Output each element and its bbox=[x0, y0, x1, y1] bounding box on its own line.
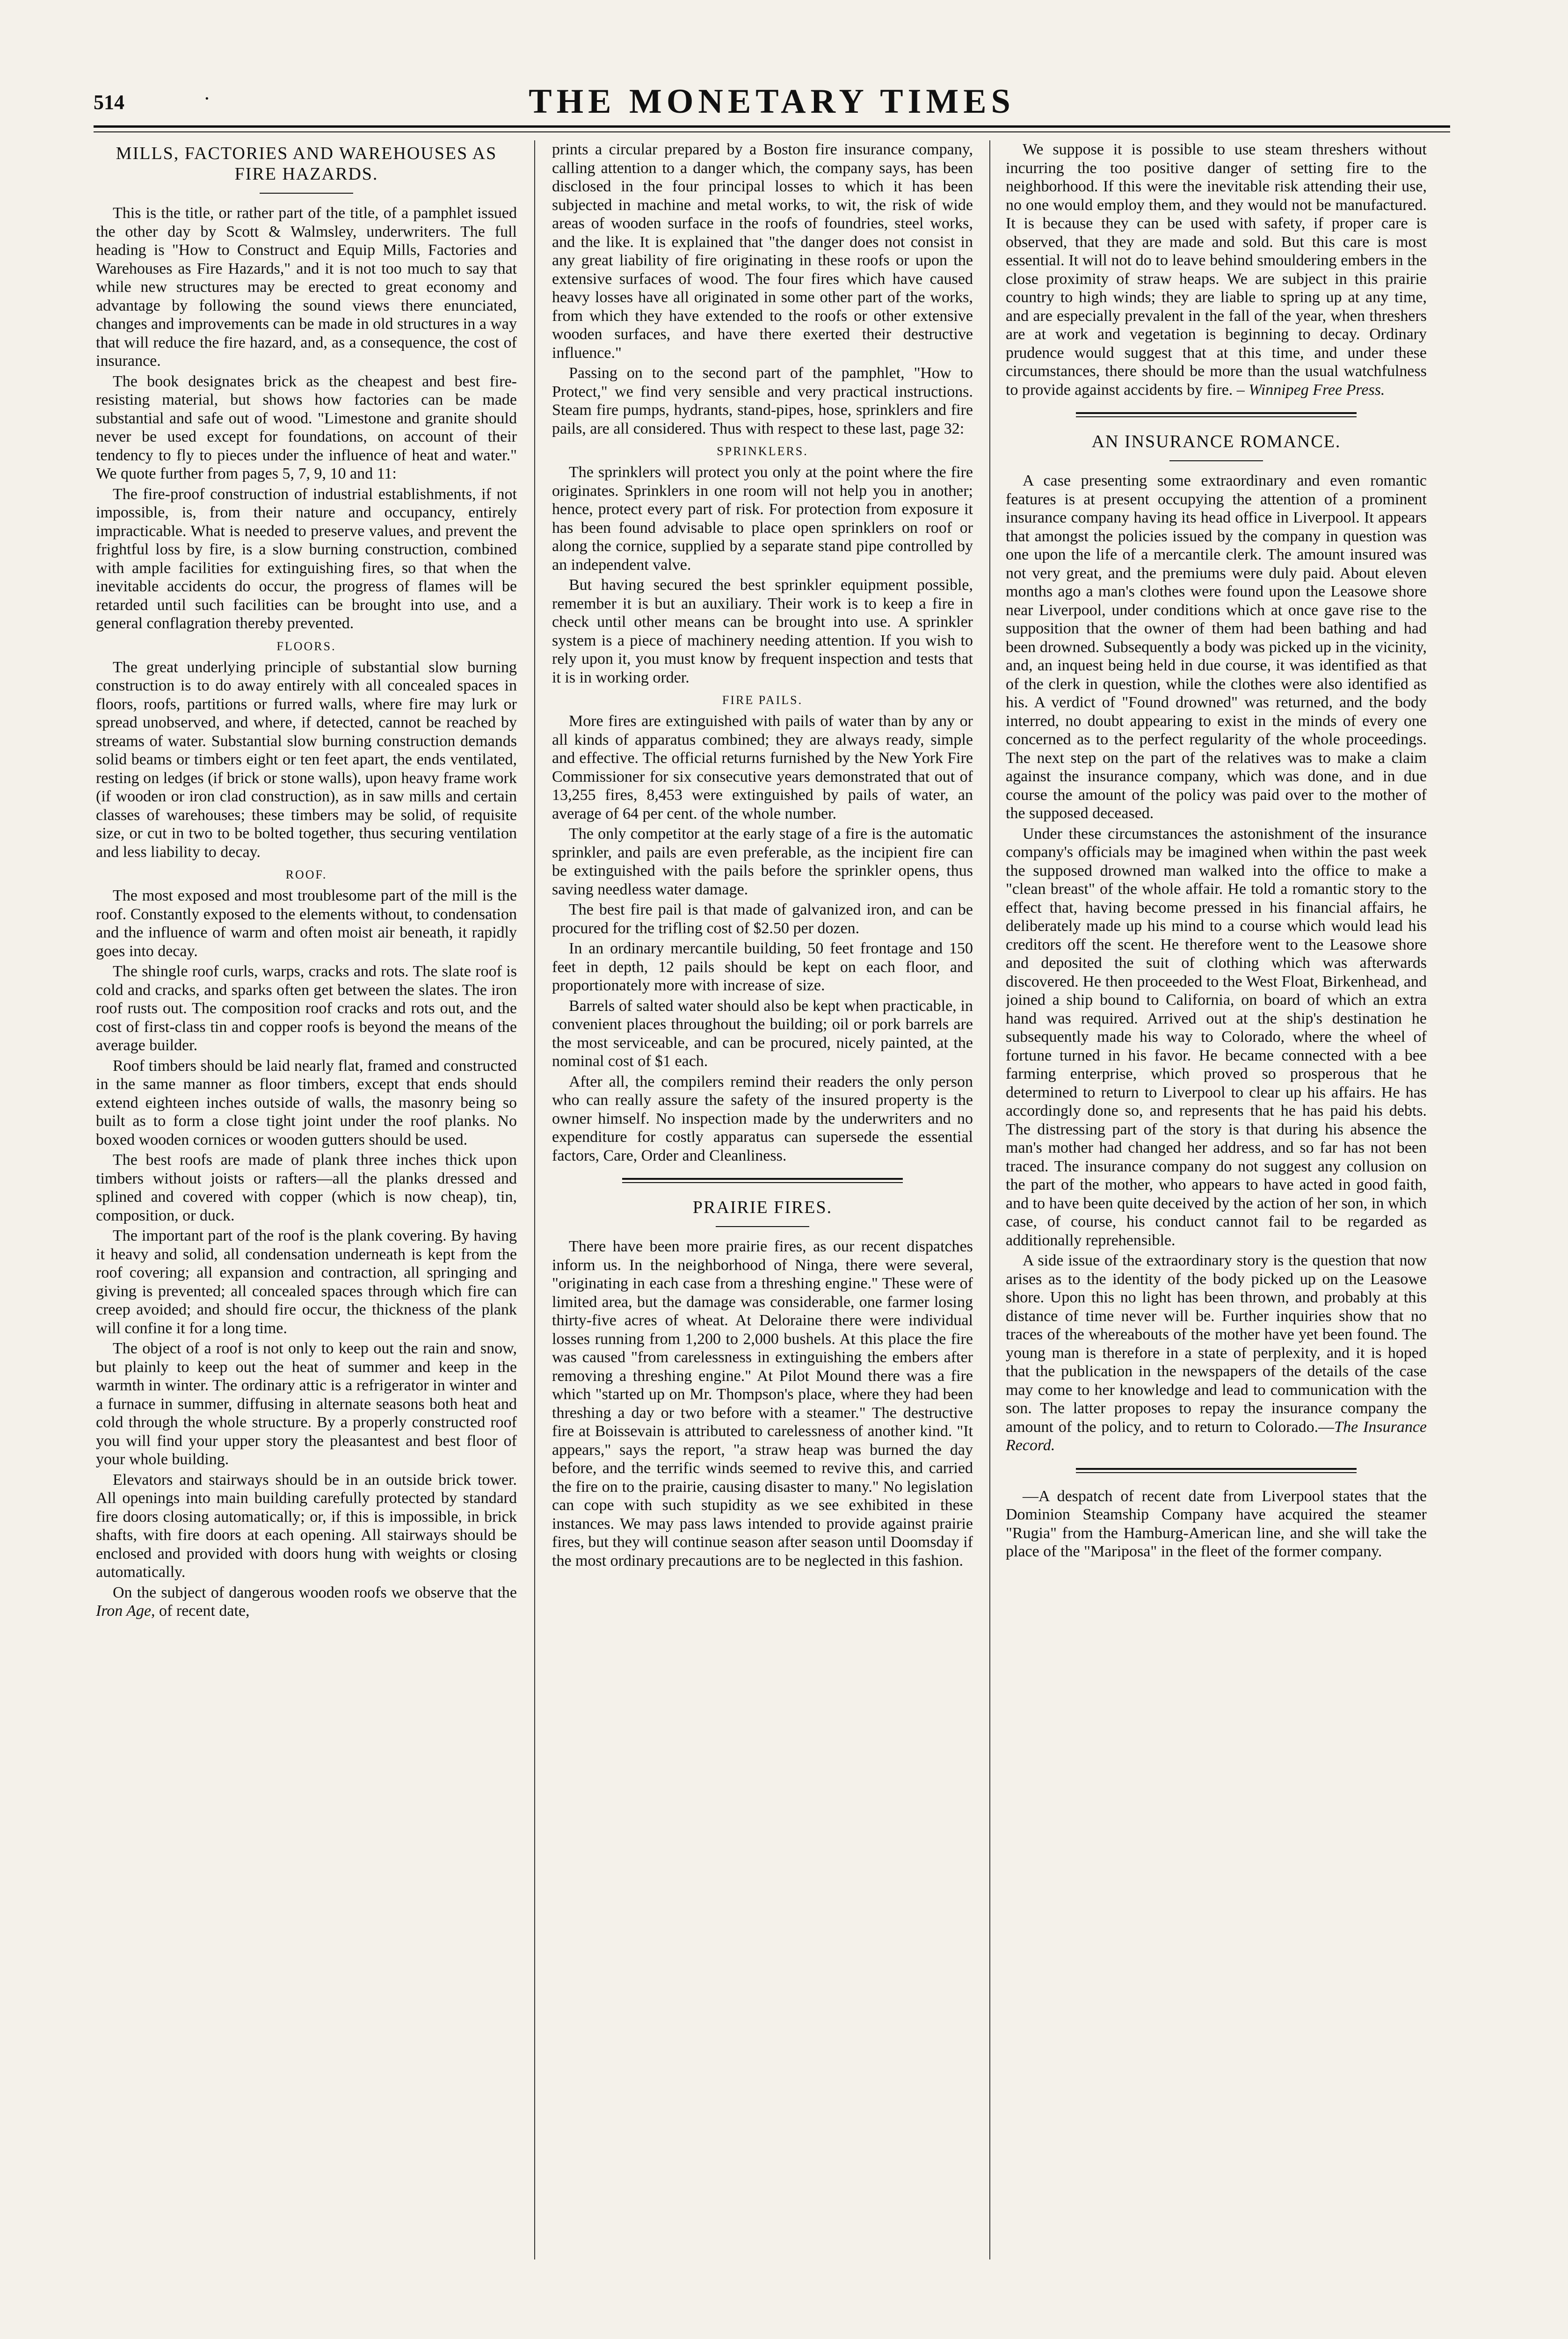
paragraph: The book designates brick as the cheapest and best fire-resisting material, but shows how factories can be made substantial and safe out of wood. "Limestone and granite should never be used except for foundations, on account of their tendency to fly to pieces under the influence of heat and water." We quote further from pages 5, 7, 9, 10 and 11: bbox=[96, 372, 517, 482]
subheading-floors: FLOORS. bbox=[276, 639, 336, 653]
article-headline: MILLS, FACTORIES AND WAREHOUSES AS FIRE HAZARDS. bbox=[116, 144, 497, 184]
paragraph: The great underlying principle of substantial slow burning construction is to do away entirely with all concealed spaces in floors, roofs, partitions or furred walls, where fire may lurk or spread unobserved, and where, if detected, cannot be reached by streams of water. Substantial slow burning construction demands solid beams or timbers eight or ten feet apart, the ends ventilated, resting on ledges (if brick or stone walls), upon heavy frame work (if wooden or iron clad construction), as in saw mills and certain classes of warehouses; these timbers may be solid, of requisite size, or cut in two to be bolted together, thus securing ventilation and less liability to decay. bbox=[96, 658, 517, 861]
headline-rule bbox=[716, 1226, 809, 1227]
section-divider bbox=[1076, 412, 1357, 417]
column-divider bbox=[989, 140, 990, 2259]
paragraph: The fire-proof construction of industrial establishments, if not impossible, is, from their nature and occupancy, entirely impracticable. What is needed to preserve values, and prevent the frightful loss by fire, is a slow burning construction, combined with ample facilities for extinguishing fires, so that when the inevitable accidents do occur, the progress of flames will be retarded until such facilities can be brought into use, and a general conflagration thereby prevented. bbox=[96, 485, 517, 632]
paragraph: More fires are extinguished with pails of water than by any or all kinds of apparatus combined; they are always ready, simple and effective. The official returns furnished by the New York Fire Commissioner for six consecutive years demonstrated that out of 13,255 fires, 8,453 were extinguished by pails of water, an average of 64 per cent. of the whole number. bbox=[552, 712, 973, 822]
paragraph: A case presenting some extraordinary and even romantic features is at present occupying the attention of a prominent insurance company having its head office in Liverpool. It appears that amongst the policies issued by the company in question was one upon the life of a mercantile clerk. The amount insured was not very great, and the premiums were duly paid. About eleven months ago a man's clothes were found upon the Leasowe shore near Liverpool, under conditions which at once gave rise to the supposition that the owner of them had been bathing and had been drowned. Subsequently a body was picked up in the vicinity, and, an inquest being held in due course, it was identified as that of the clerk in question, while the clothes were also identified as his. A verdict of "Found drowned" was returned, and the body interred, no doubt appearing to exist in the minds of every one concerned as to the perfect regularity of the whole proceedings. The next step on the part of the relatives was to make a claim against the insurance company, which was done, and in due course the amount of the policy was paid over to the mother of the supposed deceased. bbox=[1006, 472, 1427, 822]
paragraph: The most exposed and most troublesome part of the mill is the roof. Constantly exposed to the elements without, to condensation and the influence of warm and often moist air beneath, it rapidly goes into decay. bbox=[96, 887, 517, 960]
paragraph: The object of a roof is not only to keep out the rain and snow, but plainly to keep out the heat of summer and keep in the warmth in winter. The ordinary attic is a refrigerator in winter and a furnace in summer, diffusing in alternate seasons both heat and cold through the whole structure. By a properly constructed roof you will find your upper story the pleasantest and best floor of your whole building. bbox=[96, 1340, 517, 1468]
paragraph: There have been more prairie fires, as our recent dispatches inform us. In the neighborhood of Ninga, there were several, "originating in each case from a threshing engine." These were of limited area, but the damage was considerable, one farmer losing thirty-five acres of wheat. At Deloraine there were individual losses running from 1,200 to 2,000 bushels. At this place the fire was caused "from carelessness in extinguishing the embers after removing a threshing engine." At Pilot Mound there was a fire which "started up on Mr. Thompson's place, where they had been threshing a day or two before with a steamer." The destructive fire at Boissevain is attributed to carelessness of another kind. "It appears," says the report, "a straw heap was burned the day before, and the terrific winds seemed to revive this, and carried the fire on to the prairie, causing disaster to many." No legislation can cope with such stupidity as we see exhibited in these instances. We may pass laws intended to provide against prairie fires, but they will continue season after season until Doomsday if the most ordinary precautions are to be neglected in this fashion. bbox=[552, 1238, 973, 1569]
column-left bbox=[96, 140, 517, 2259]
paragraph: After all, the compilers remind their readers the only person who can really assure the safety of the insured property is the owner himself. No inspection made by the underwriters and no expenditure for costly apparatus can supersede the essential factors, Care, Order and Cleanliness. bbox=[552, 1073, 973, 1164]
paragraph: The important part of the roof is the plank covering. By having it heavy and solid, all condensation underneath is kept from the roof covering; all expansion and contraction, all springing and giving is prevented; all concealed spaces through which fire can creep avoided; and should fire occur, the thickness of the plank will confine it for a long time. bbox=[96, 1227, 517, 1337]
masthead-rule-thin bbox=[94, 131, 1450, 132]
column-right bbox=[1006, 140, 1427, 2259]
section-divider bbox=[622, 1178, 903, 1183]
paragraph: —A despatch of recent date from Liverpool states that the Dominion Steamship Company have acquired the steamer "Rugia" from the Hamburg-American line, and she will take the place of the "Mariposa" in the fleet of the former company. bbox=[1006, 1487, 1427, 1560]
headline-rule bbox=[1169, 460, 1263, 461]
publication-title: THE MONETARY TIMES bbox=[529, 82, 1015, 121]
subheading-roof: ROOF. bbox=[285, 868, 327, 881]
paragraph bbox=[96, 1584, 517, 1620]
article-headline: PRAIRIE FIRES. bbox=[692, 1198, 833, 1217]
paragraph: Under these circumstances the astonishment of the insurance company's officials may be imagined when within the past week the supposed drowned man walked into the office to make a "clean breast" of the whole affair. He told a romantic story to the effect that, having become pressed in his financial affairs, he deliberately made up his mind to a course which would lead his creditors off the scent. He therefore went to the Leasowe shore and deposited the suit of clothing which was afterwards discovered. He then proceeded to the West Float, Birkenhead, and joined a ship bound to California, on board of which an extra hand was required. Arrived out at the ship's destination he subsequently made his way to Colorado, where the wheel of fortune turned in his favor. He became connected with a bee farming enterprise, which proved so prosperous that he determined to return to Liverpool to clear up his affairs. He has accordingly done so, and represents that he has paid his debts. The distressing part of the story is that during his absence the man's mother had changed her address, and so far has not been traced. The insurance company do not suggest any collusion on the part of the mother, who appears to have acted in good faith, and to have been quite deceived by the action of her son, in which case, of course, his conduct cannot fail to be regarded as additionally reprehensible. bbox=[1006, 825, 1427, 1249]
subheading-sprinklers: SPRINKLERS. bbox=[717, 444, 808, 458]
paragraph: The best fire pail is that made of galvanized iron, and can be procured for the trifling cost of $2.50 per dozen. bbox=[552, 901, 973, 937]
paragraph: Elevators and stairways should be in an outside brick tower. All openings into main building carefully protected by standard fire doors closing automatically; or, if this is impossible, in brick shafts, with fire doors at each opening. All stairways should be enclosed and provided with doors hung with weights or closing automatically. bbox=[96, 1471, 517, 1581]
paragraph: Roof timbers should be laid nearly flat, framed and constructed in the same manner as floor timbers, except that ends should extend eighteen inches outside of walls, the masonry being so built as to form a close tight joint under the roof planks. No boxed wooden cornices or wooden gutters should be used. bbox=[96, 1057, 517, 1148]
headline-rule bbox=[260, 193, 353, 194]
masthead bbox=[94, 82, 1450, 124]
masthead-dot: · bbox=[203, 87, 211, 110]
publication-name: Iron Age bbox=[96, 1602, 152, 1620]
article-headline: AN INSURANCE ROMANCE. bbox=[1091, 432, 1341, 451]
paragraph bbox=[1006, 140, 1427, 399]
paragraph: This is the title, or rather part of the title, of a pamphlet issued the other day by Scott & Walmsley, underwriters. The full heading is "How to Construct and Equip Mills, Factories and Warehouses as Fire Hazards," and it is not too much to say that while new structures may be erected to great economy and advantage by following the sound views there enunciated, changes and improvements can be made in old structures in a way that will reduce the fire hazard, and, as a consequence, the cost of insurance. bbox=[96, 204, 517, 370]
section-divider bbox=[1076, 1468, 1357, 1473]
source-credit: The Insurance Record. bbox=[1006, 1418, 1427, 1454]
paragraph: In an ordinary mercantile building, 50 feet frontage and 150 feet in depth, 12 pails should be kept on each floor, and proportionately more with increase of size. bbox=[552, 940, 973, 994]
paragraph: Passing on to the second part of the pamphlet, "How to Protect," we find very sensible and very practical instructions. Steam fire pumps, hydrants, stand-pipes, hose, sprinklers and fire pails, are all considered. Thus with respect to these last, page 32: bbox=[552, 364, 973, 437]
paragraph: Barrels of salted water should also be kept when practicable, in convenient places throughout the building; oil or pork barrels are the most serviceable, and can be procured, nicely painted, at the nominal cost of $1 each. bbox=[552, 997, 973, 1070]
text-run: , of recent date, bbox=[151, 1602, 250, 1620]
column-divider bbox=[534, 140, 535, 2259]
masthead-rule bbox=[94, 125, 1450, 128]
column-middle bbox=[552, 140, 973, 2259]
source-credit: Winnipeg Free Press. bbox=[1249, 381, 1385, 399]
text-run: A side issue of the extraordinary story is the question that now arises as to the identity of the body picked up on the Leasowe shore. Upon this no light has been thrown, and probably at this distance of time never will be. Further inquiries show that no traces of the whereabouts of the mother have yet been found. The young man is therefore in a state of perplexity, and it is hoped that the publication in the newspapers of the details of the case may come to her knowledge and lead to communication with the son. The latter proposes to repay the insurance company the amount of the policy, and to return to Colorado.— bbox=[1006, 1252, 1427, 1436]
text-run: On the subject of dangerous wooden roofs we observe that the bbox=[113, 1584, 517, 1601]
subheading-fire-pails: FIRE PAILS. bbox=[722, 693, 803, 707]
paragraph: prints a circular prepared by a Boston fire insurance company, calling attention to a danger which, the company says, has been disclosed in the four principal losses to which it has been subjected in machine and metal works, to wit, the risk of wide areas of wooden surface in the roofs of foundries, steel works, and the like. It is explained that "the danger does not consist in any great liability of fire originating in these roofs or upon the extensive surfaces of wood. The four fires which have caused heavy losses have all originated in some other part of the works, from which they have extended to the roofs or other extensive wooden surfaces, and have there exerted their destructive influence." bbox=[552, 141, 973, 362]
text-run: We suppose it is possible to use steam threshers without incurring the too positive danger of setting fire to the neighborhood. If this were the inevitable risk attending their use, no one would employ them, and they would not be manufactured. It is because they can be used with safety, if proper care is observed, that they are made and sold. But this care is most essential. It will not do to leave behind smouldering embers in the close proximity of straw heaps. We are subject in this prairie country to high winds; they are liable to spring up at any time, and are especially prevalent in the fall of the year, when threshers are at work and vegetation is beginning to decay. Ordinary prudence would suggest that at this time, and under these circumstances, there should be more than the usual watchfulness to provide against accidents by fire. – bbox=[1006, 141, 1427, 399]
page-number: 514 bbox=[94, 91, 124, 114]
paragraph: The only competitor at the early stage of a fire is the automatic sprinkler, and pails are even preferable, as the incipient fire can be extinguished with the pails before the sprinkler opens, thus saving needless water damage. bbox=[552, 825, 973, 898]
paragraph: The shingle roof curls, warps, cracks and rots. The slate roof is cold and cracks, and sparks often get between the slates. The iron roof rusts out. The composition roof cracks and rots out, and the cost of first-class tin and copper roofs is beyond the means of the average builder. bbox=[96, 963, 517, 1054]
paragraph: The best roofs are made of plank three inches thick upon timbers without joists or rafters—all the planks dressed and splined and covered with copper (which is now cheap), tin, composition, or duck. bbox=[96, 1151, 517, 1224]
paragraph: The sprinklers will protect you only at the point where the fire originates. Sprinklers in one room will not help you in another; hence, protect every part of risk. For protection from exposure it has been found advisable to place open sprinklers on roof or along the cornice, supplied by a separate stand pipe controlled by an independent valve. bbox=[552, 464, 973, 574]
paragraph bbox=[1006, 1251, 1427, 1455]
paragraph: But having secured the best sprinkler equipment possible, remember it is but an auxiliary. Their work is to keep a fire in check until other means can be brought into use. A sprinkler system is a piece of machinery needing attention. If you wish to rely upon it, you must know by frequent inspection and tests that it is in working order. bbox=[552, 576, 973, 686]
